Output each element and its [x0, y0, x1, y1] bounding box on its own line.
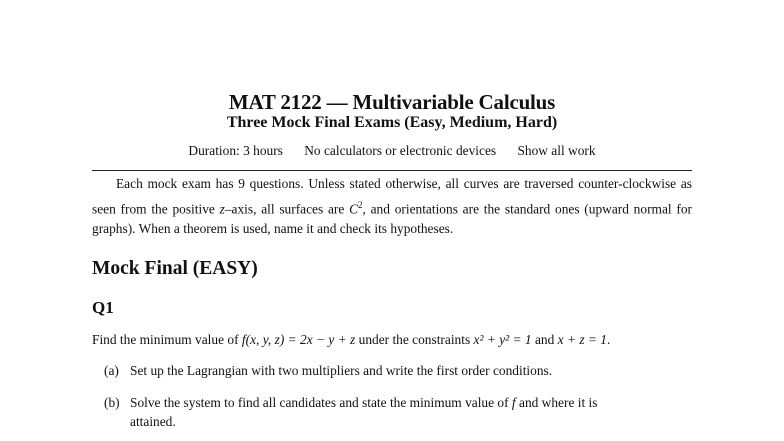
part-b-text-mid: and where it is [515, 395, 598, 410]
question-lead: Find the minimum value of [92, 332, 242, 347]
constraint-2: x + z = 1 [557, 332, 607, 347]
part-a-label: (a) [104, 363, 119, 378]
question-statement [92, 330, 692, 350]
c2-symbol: C [349, 200, 358, 216]
part-b-label: (b) [104, 395, 120, 410]
part-b-text-end: attained. [130, 414, 176, 429]
constraint-1: x² + y² = 1 [473, 332, 532, 347]
intro-text-3: , and orientations are the standard ones (upward normal for graphs). When a theorem is used, name it and check its hypotheses. [92, 200, 692, 237]
c2-superscript: 2 [358, 199, 363, 210]
header-divider [92, 170, 692, 171]
intro-text-2: –axis, all surfaces are [224, 200, 350, 216]
duration-text: Duration: 3 hours [188, 143, 283, 158]
question-mid: under the constraints [355, 332, 474, 347]
document-title: MAT 2122 — Multivariable Calculus [228, 90, 556, 114]
intro-paragraph [92, 174, 692, 240]
work-policy-text: Show all work [517, 143, 596, 158]
question-part-b [104, 394, 692, 431]
part-b-text-start: Solve the system to find all candidates and state the minimum value of [130, 395, 512, 410]
question-and: and [531, 332, 558, 347]
question-label: Q1 [92, 298, 114, 317]
exam-meta [0, 143, 784, 159]
document-subtitle: Three Mock Final Exams (Easy, Medium, Hard) [226, 114, 558, 131]
calculator-policy-text: No calculators or electronic devices [304, 143, 497, 158]
part-b-variable: f [511, 395, 516, 410]
intro-text-1: Each mock exam has 9 questions. Unless stated otherwise, all curves are traversed counter-clockwise as seen from the positive [92, 176, 692, 216]
section-heading: Mock Final (EASY) [92, 258, 258, 279]
objective-function: f(x, y, z) = 2x − y + z [241, 332, 356, 347]
question-part-a [104, 362, 692, 380]
part-a-text: Set up the Lagrangian with two multipliers and write the first order conditions. [130, 363, 553, 378]
question-end: . [606, 332, 611, 347]
z-axis-variable: z [219, 200, 225, 216]
